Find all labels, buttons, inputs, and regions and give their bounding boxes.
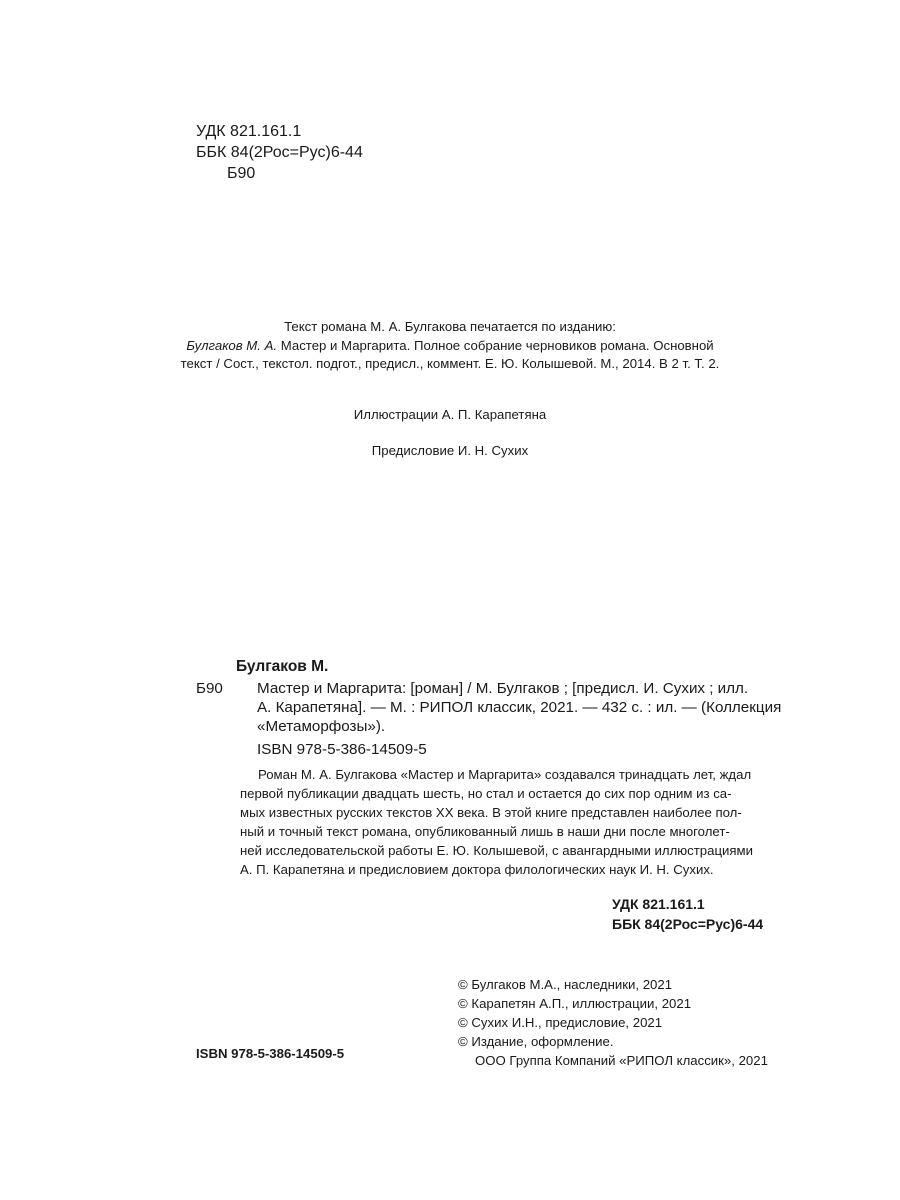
entry-line: А. Карапетяна]. — М. : РИПОЛ классик, 2021. — 432 с. : ил. — (Коллекция: [257, 699, 782, 716]
copyright-line: © Сухих И.Н., предисловие, 2021: [458, 1015, 663, 1030]
record-cipher: Б90: [196, 680, 223, 697]
bbk-code: ББК 84(2Рос=Рус)6-44: [196, 144, 363, 161]
record-isbn: ISBN 978-5-386-14509-5: [257, 741, 427, 758]
annotation-line: мых известных русских текстов XX века. В этой книге представлен наиболее пол-: [240, 805, 742, 821]
source-line-1: Текст романа М. А. Булгакова печатается по изданию:: [284, 319, 616, 334]
source-line-2: [150, 337, 750, 356]
record-author: Булгаков М.: [236, 658, 329, 675]
copyright-line: © Карапетян А.П., иллюстрации, 2021: [458, 996, 692, 1011]
annotation-line: ный и точный текст романа, опубликованный лишь в наши дни после многолет-: [240, 824, 730, 840]
bibliographic-record: [196, 657, 782, 880]
copyright-line: ООО Группа Компаний «РИПОЛ классик», 2021: [475, 1053, 768, 1068]
record-entry: [196, 679, 782, 736]
record-annotation: [196, 765, 766, 880]
source-title: Мастер и Маргарита. Полное собрание черновиков романа. Основной: [277, 337, 714, 353]
author-cipher: Б90: [227, 165, 256, 182]
copyright-line: © Булгаков М.А., наследники, 2021: [458, 977, 673, 992]
record-codes: [612, 894, 763, 934]
annotation-line: первой публикации двадцать шесть, но стал и остается до сих пор одним из са-: [240, 786, 732, 802]
source-author: Булгаков М. А.: [186, 337, 278, 353]
entry-line: «Метаморфозы»).: [257, 718, 386, 735]
isbn-footer: ISBN 978-5-386-14509-5: [196, 1046, 345, 1061]
udk-code: УДК 821.161.1: [196, 123, 302, 140]
source-edition-note: [150, 318, 750, 374]
copyright-line: © Издание, оформление.: [458, 1034, 614, 1049]
udk-code-bold: УДК 821.161.1: [612, 896, 705, 912]
bbk-code-bold: ББК 84(2Рос=Рус)6-44: [612, 916, 764, 932]
preface-credit: Предисловие И. Н. Сухих: [371, 443, 529, 458]
annotation-line: Роман М. А. Булгакова «Мастер и Маргарита» создавался тринадцать лет, ждал: [258, 767, 752, 782]
copyright-block: [458, 975, 768, 1070]
entry-line: Мастер и Маргарита: [роман] / М. Булгаков ; [предисл. И. Сухих ; илл.: [257, 680, 749, 697]
classification-block: [196, 121, 363, 184]
source-line-3: текст / Сост., текстол. подгот., предисл., коммент. Е. Ю. Колышевой. М., 2014. В 2 т. Т. 2.: [180, 356, 720, 371]
annotation-line: ней исследовательской работы Е. Ю. Колышевой, с авангардными иллюстрациями: [240, 843, 753, 859]
illustrations-credit: Иллюстрации А. П. Карапетяна: [353, 407, 547, 422]
annotation-line: А. П. Карапетяна и предисловием доктора филологических наук И. Н. Сухих.: [240, 862, 714, 878]
